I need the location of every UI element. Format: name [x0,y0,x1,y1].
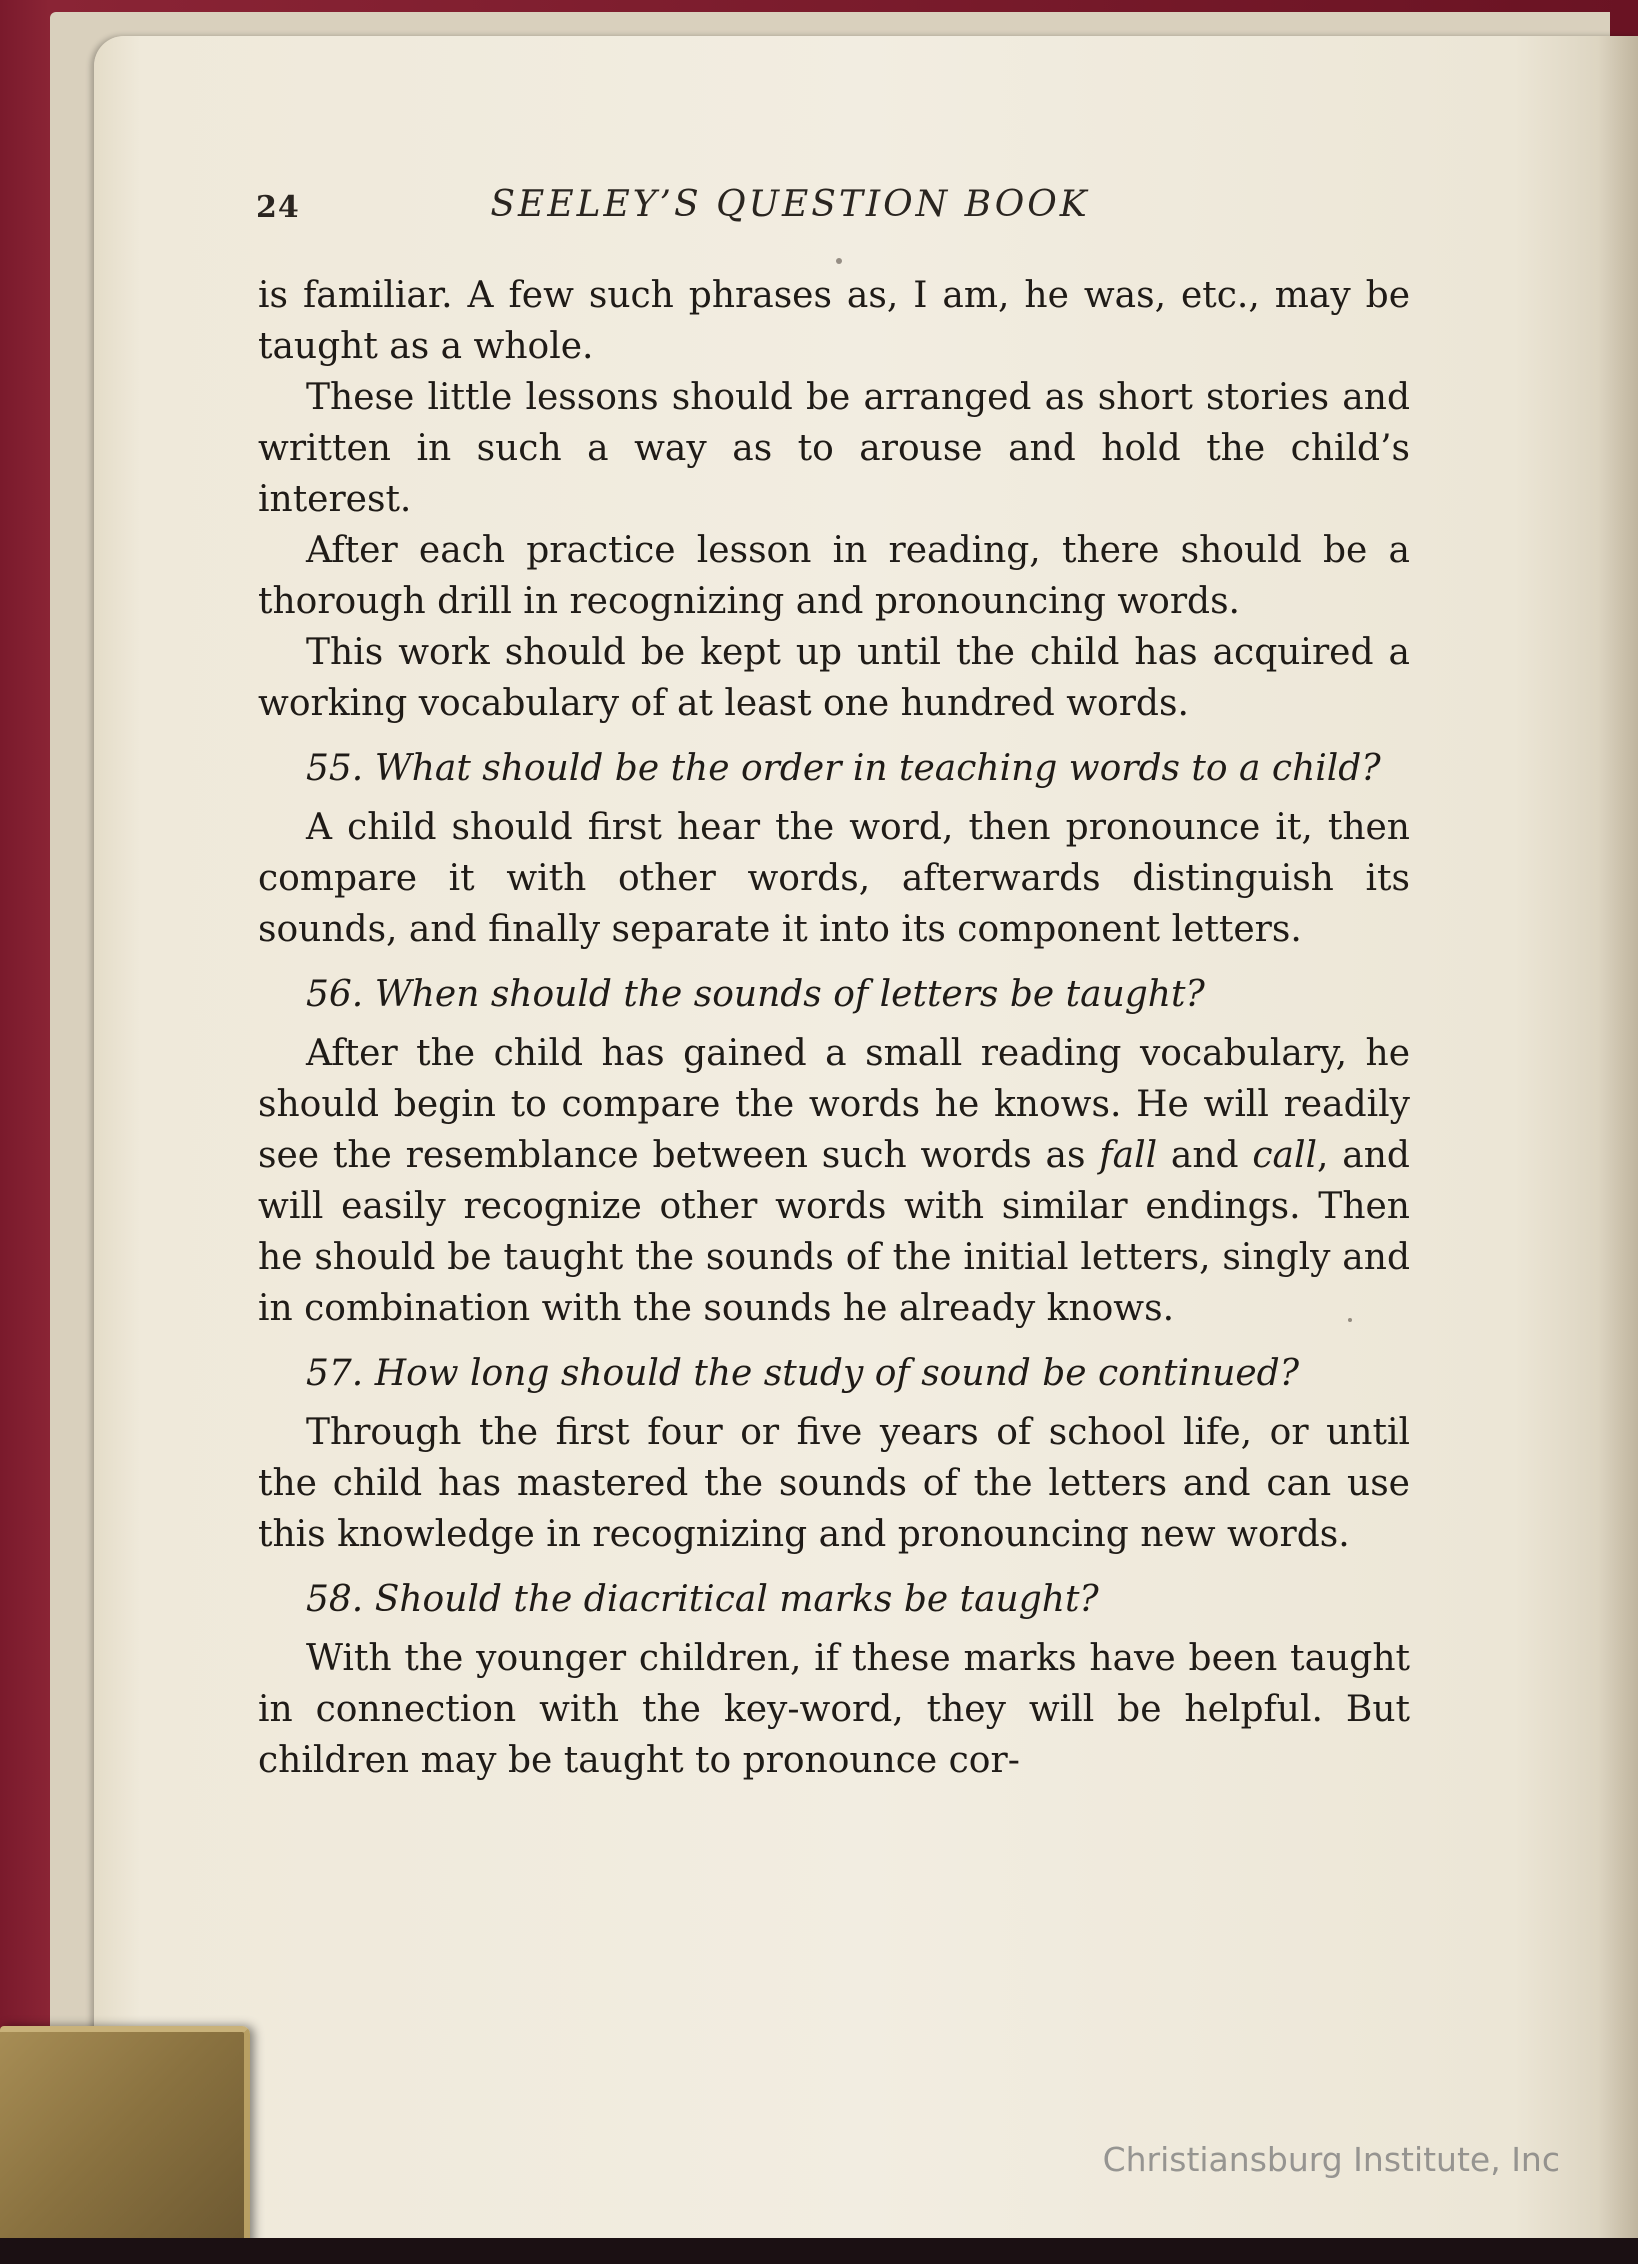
page-number: 24 [256,190,300,225]
answer-56-emphasis: fall [1099,1135,1158,1176]
page-body [258,270,1410,1786]
answer-56-text: , and will easily recognize other words with similar endings. Then he should be taught the sounds of the initial letters, singly and in combination with the sounds he already knows. [258,1135,1410,1329]
answer-56 [258,1028,1410,1334]
answer-56-text: and [1157,1135,1253,1176]
paper-speck [836,258,842,264]
paragraph: This work should be kept up until the child has acquired a working vocabulary of at least one hundred words. [258,632,1410,724]
watermark: Christiansburg Institute, Inc [1102,2140,1560,2179]
paragraph: These little lessons should be arranged as short stories and written in such a way as to arouse and hold the child’s interest. [258,377,1410,520]
question-57: 57. How long should the study of sound be continued? [306,1353,1300,1394]
answer-56-emphasis: call [1252,1135,1318,1176]
page-header [160,148,1420,225]
question-58: 58. Should the diacritical marks be taught? [306,1579,1099,1620]
paragraph: After each practice lesson in reading, there should be a thorough drill in recognizing and pronouncing words. [258,530,1410,622]
book-tab-marker [0,2026,250,2264]
answer-55: A child should first hear the word, then pronounce it, then compare it with other words, afterwards distinguish its sounds, and finally separate it into its component letters. [258,807,1410,950]
running-head: SEELEY’S QUESTION BOOK [490,184,1090,225]
answer-56-text: After the child has gained a small reading vocabulary, he should begin to compare the words he knows. He will readily see the resemblance between such words as [258,1033,1410,1176]
question-55: 55. What should be the order in teaching words to a child? [306,748,1381,789]
paragraph: is familiar. A few such phrases as, I am, he was, etc., may be taught as a whole. [258,275,1410,367]
answer-58: With the younger children, if these marks have been taught in connection with the key-word, they will be helpful. But children may be taught to pronounce cor- [258,1638,1410,1781]
question-56: 56. When should the sounds of letters be taught? [306,974,1205,1015]
answer-57: Through the first four or five years of school life, or until the child has mastered the sounds of the letters and can use this knowledge in recognizing and pronouncing new words. [258,1412,1410,1555]
page-gutter-shade [1598,36,1638,2264]
bottom-shadow [0,2238,1638,2264]
